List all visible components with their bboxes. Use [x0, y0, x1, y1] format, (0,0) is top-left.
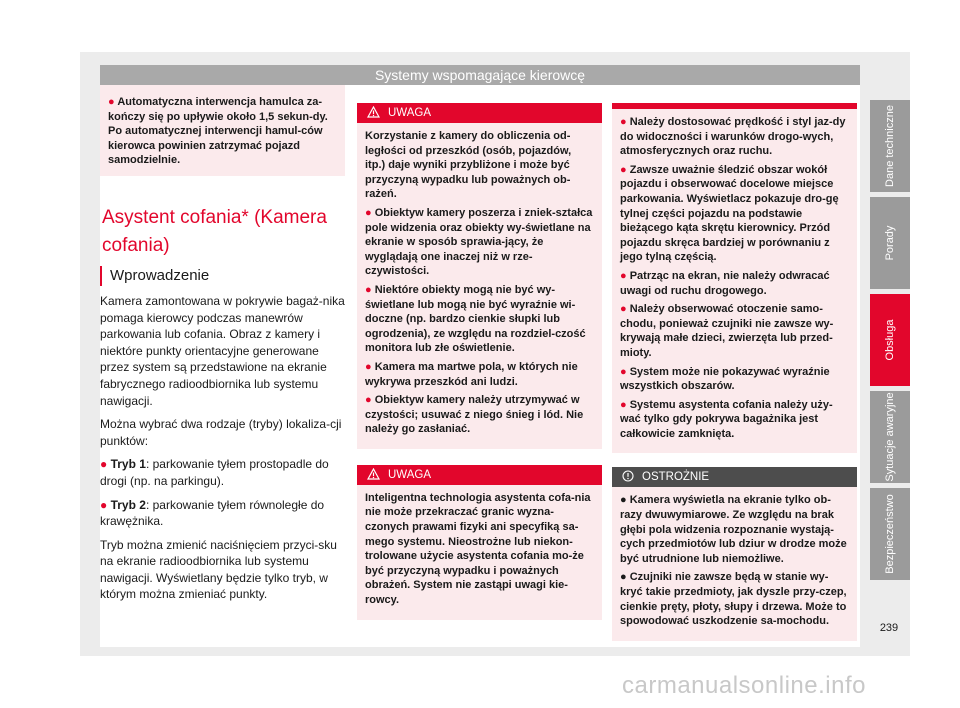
- bullet-icon: ●: [620, 303, 627, 316]
- content-area: [100, 85, 860, 647]
- mode-1-item: [100, 456, 345, 489]
- warning-cont-item: ● System może nie pokazywać wyraźnie wszystkich obszarów.: [620, 365, 830, 393]
- warning-1-item: ● Niektóre obiekty mogą nie być wy-świetlane lub mogą nie być wyraźnie wi-doczne (np. bardzo cienkie słupki lub ogrodzenia), ze względu na rozdziel-czość monitora lub złe oświetlenie.: [365, 283, 586, 355]
- body-text: [100, 293, 345, 603]
- page-header: Systemy wspomagające kierowcę: [100, 65, 860, 85]
- warning-box-1-body: [357, 123, 602, 449]
- bullet-icon: ●: [365, 206, 372, 219]
- body-paragraph-2: Można wybrać dwa rodzaje (tryby) lokaliza-cji punktów:: [100, 417, 342, 448]
- bullet-icon: ●: [620, 269, 627, 282]
- subsection-title: Wprowadzenie: [100, 266, 345, 286]
- intro-text: Automatyczna interwencja hamulca za-kończy się po upływie około 1,5 sekun-dy. Po automatycznej interwencji hamul-ców kierowca powinien zatrzymać pojazd samodzielnie.: [108, 96, 328, 167]
- bullet-icon: ●: [108, 96, 115, 108]
- section-title: Asystent cofania* (Kamera cofania): [102, 206, 327, 256]
- column-left: [100, 85, 345, 603]
- mode-2-item: [100, 497, 345, 530]
- warning-box-2-title: UWAGA: [388, 468, 432, 481]
- warning-continued-body: [612, 109, 857, 453]
- caution-box-title: OSTROŻNIE: [642, 471, 710, 484]
- warning-cont-item: ● Należy obserwować otoczenie samo-chodu, ponieważ czujniki nie zawsze wy-krywają małe dzieci, zwierzęta lub przed-mioty.: [620, 303, 834, 359]
- body-paragraph-1: Kamera zamontowana w pokrywie bagaż-nika pomaga kierowcy podczas manewrów parkowania lub cofania. Obraz z kamery i niektóre punkty orientacyjne generowane przez system są przedstawione na ekranie fabrycznego radioodbiornika lub systemu nawigacji.: [100, 293, 345, 408]
- warning-1-item: ● Obiektyw kamery należy utrzymywać w czystości; usuwać z niego śnieg i lód. Nie należy go zasłaniać.: [365, 394, 584, 436]
- warning-box-2: [357, 465, 602, 620]
- watermark: carmanualsonline.info: [622, 672, 866, 699]
- column-middle: [357, 85, 602, 620]
- caution-box: [612, 467, 857, 640]
- bullet-icon: ●: [100, 457, 108, 472]
- warning-box-1: [357, 103, 602, 449]
- caution-box-body: [612, 487, 857, 640]
- bullet-icon: ●: [365, 360, 372, 373]
- warning-cont-item: ● Należy dostosować prędkość i styl jaz-dy do widoczności i warunków drogo-wych, atmosferycznych oraz ruchu.: [620, 116, 846, 158]
- caution-item: ● Czujniki nie zawsze będą w stanie wy-kryć takie przedmioty, jak dyszle przy-czep, cienkie pręty, płoty, słupy i drzewa. Może to spowodować uszkodzenie sa-mochodu.: [620, 571, 847, 628]
- bullet-icon: ●: [620, 116, 627, 128]
- bullet-icon: ●: [100, 497, 108, 512]
- tab-porady[interactable]: Porady: [870, 197, 910, 289]
- bullet-icon: ●: [620, 163, 627, 176]
- warning-triangle-icon: [367, 468, 380, 480]
- caution-item: ● Kamera wyświetla na ekranie tylko ob-razy dwuwymiarowe. Ze względu na brak głębi pola widzenia rozpoznanie wystają-cych przedmiotów lub dziur w drodze może być utrudnione lub niemożliwe.: [620, 494, 847, 565]
- bullet-icon: ●: [620, 571, 627, 584]
- tab-dane-techniczne[interactable]: Dane techniczne: [870, 100, 910, 192]
- column-right: [612, 85, 857, 641]
- warning-continued-bar: [612, 103, 857, 109]
- bullet-icon: ●: [365, 394, 372, 407]
- warning-box-2-header: [357, 465, 602, 485]
- body-paragraph-3: Tryb można zmienić naciśnięciem przyci-sku na ekranie radioodbiornika lub systemu nawigacji. Wyświetlany będzie tylko tryb, w którym można zmieniać punkty.: [100, 537, 337, 602]
- warning-continued-box: [612, 103, 857, 453]
- warning-1-intro: Korzystanie z kamery do obliczenia od-ległości od przeszkód (osób, pojazdów, itp.) daje wyniki przybliżone i może być przyczyną wypadku lub poważnych ob-rażeń.: [365, 130, 572, 201]
- mode-1-text: : parkowanie tyłem prostopadle do drogi (np. na parkingu).: [100, 457, 329, 488]
- bullet-icon: ●: [620, 365, 627, 378]
- bullet-icon: ●: [620, 398, 627, 411]
- tab-obsluga[interactable]: Obsługa: [870, 294, 910, 386]
- info-circle-icon: [622, 470, 634, 482]
- warning-box-1-header: [357, 103, 602, 123]
- intro-warning-box: [100, 85, 345, 176]
- mode-2-label: Tryb 2: [110, 497, 146, 512]
- mode-2-text: : parkowanie tyłem równoległe do krawężnika.: [100, 497, 325, 529]
- warning-cont-item: ● Patrząc na ekran, nie należy odwracać uwagi od ruchu drogowego.: [620, 269, 830, 297]
- bullet-icon: ●: [365, 283, 372, 296]
- warning-cont-item: ● Zawsze uważnie śledzić obszar wokół pojazdu i obserwować docelowe miejsce parkowania. Wyświetlacz pokazuje dro-gę tylnej części pojazdu na podstawie bieżącego kąta skrętu kierownicy. Przód pojazdu skręca bardziej w porównaniu z jego tylną częścią.: [620, 163, 839, 264]
- warning-1-item: ● Obiektyw kamery poszerza i zniek-ształca pole widzenia oraz obiekty wy-świetlane na ekranie w sposób sprawia-jący, że wyglądają one inaczej niż w rze-czywistości.: [365, 206, 593, 278]
- warning-box-1-title: UWAGA: [388, 107, 432, 119]
- warning-1-item: ● Kamera ma martwe pola, w których nie wykrywa przeszkód ani ludzi.: [365, 360, 578, 388]
- caution-box-header: [612, 467, 857, 487]
- tab-sytuacje-awaryjne[interactable]: Sytuacje awaryjne: [870, 391, 910, 483]
- warning-box-2-body: [357, 485, 602, 620]
- bullet-icon: ●: [620, 494, 627, 507]
- page-number: 239: [879, 622, 899, 634]
- mode-1-label: Tryb 1: [110, 457, 146, 472]
- tab-bezpieczenstwo[interactable]: Bezpieczeństwo: [870, 488, 910, 580]
- warning-2-text: Inteligentna technologia asystenta cofa-nia nie może przekraczać granic wyzna-czonych prawami fizyki ani specyfiką sa-mego systemu. Nieostrożne lub niekon-trolowane użycie asystenta cofania mo-że być przyczyną wypadku i poważnych obrażeń. System nie zastąpi uwagi kie-rowcy.: [365, 491, 591, 607]
- warning-triangle-icon: [367, 106, 380, 118]
- warning-cont-item: ● Systemu asystenta cofania należy uży-wać tylko gdy pokrywa bagażnika jest całkowicie zamknięta.: [620, 398, 833, 440]
